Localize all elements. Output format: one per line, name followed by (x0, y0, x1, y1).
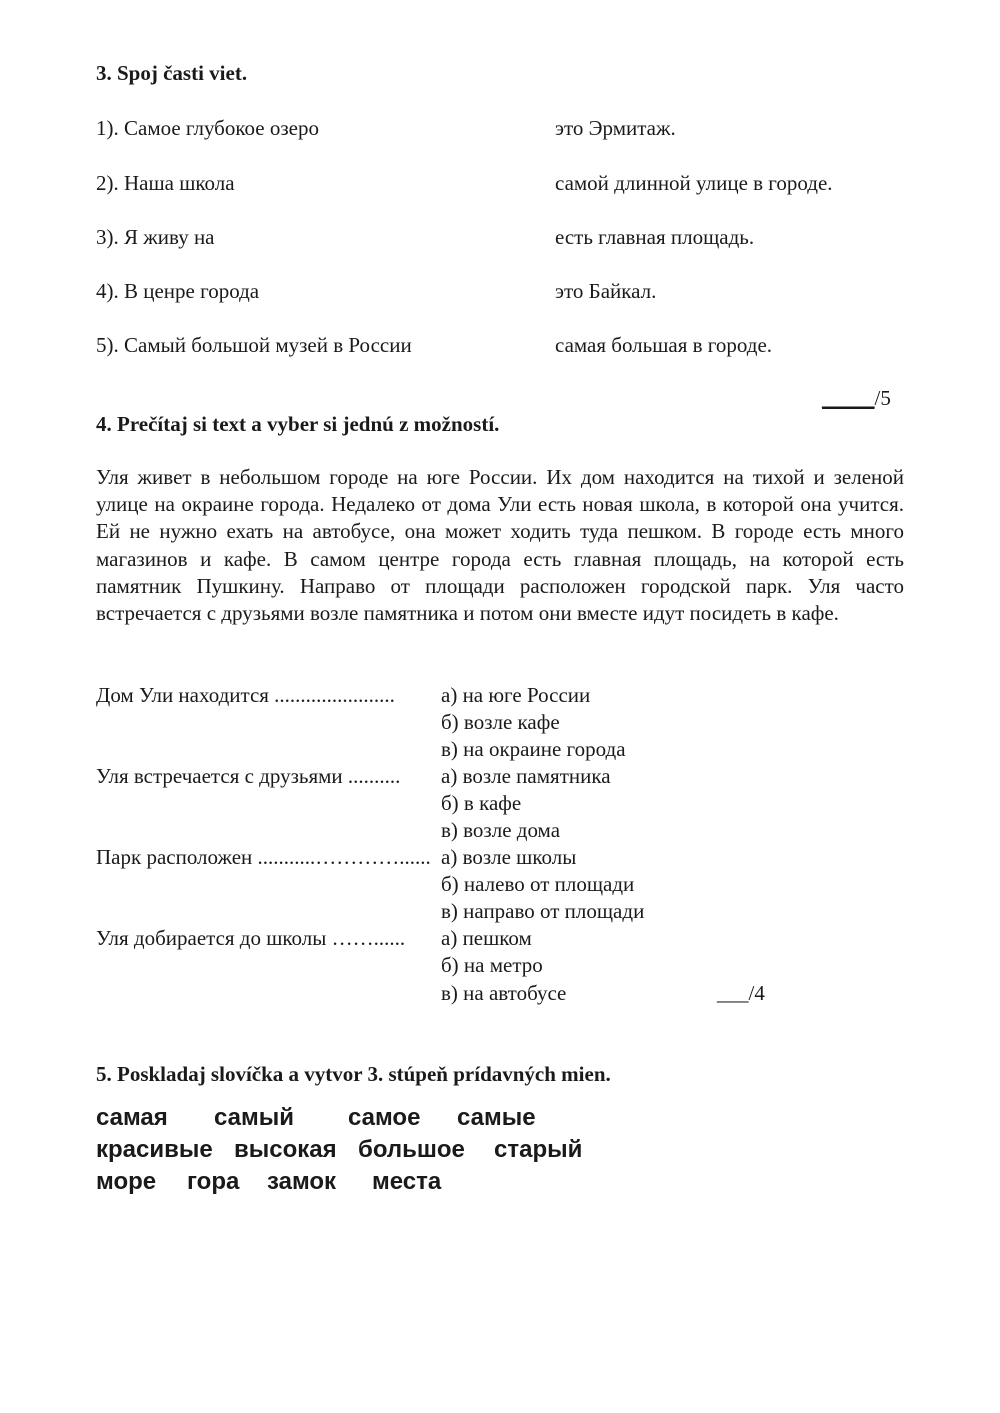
word-tile: море (96, 1168, 157, 1195)
word-tile: большое (358, 1136, 465, 1163)
question-3-option-a: а) возле школы (441, 845, 577, 869)
word-tile: самый (214, 1104, 294, 1131)
question-4-stem: Уля добирается до школы ……...... (96, 926, 406, 950)
question-1-option-a: а) на юге России (441, 683, 591, 707)
reading-text (96, 464, 904, 627)
match-left-5: 5). Самый большой музей в России (96, 333, 412, 357)
exercise-3-title: 3. Spoj časti viet. (96, 61, 248, 85)
exercise-4-title: 4. Prečítaj si text a vyber si jednú z možností. (96, 412, 500, 436)
match-right-5: самая большая в городе. (555, 333, 773, 357)
question-4-option-c: в) на автобусе (441, 981, 567, 1005)
word-tile: старый (494, 1136, 583, 1163)
match-left-1: 1). Самое глубокое озеро (96, 116, 319, 140)
question-1-option-b: б) возле кафе (441, 710, 560, 734)
question-2-option-a: а) возле памятника (441, 764, 611, 788)
word-tile: красивые (96, 1136, 213, 1163)
question-4-option-a: а) пешком (441, 926, 532, 950)
question-3-option-c: в) направо от площади (441, 899, 645, 923)
question-4-option-b: б) на метро (441, 953, 543, 977)
word-tile: замок (267, 1168, 337, 1195)
match-right-4: это Байкал. (555, 279, 657, 303)
reading-paragraph: Уля живет в небольшом городе на юге России. Их дом находится на тихой и зеленой улице на окраине города. Недалеко от дома Ули есть новая школа, в которой она учится. Ей не нужно ехать на автобусе, она может ходить туда пешком. В городе есть много магазинов и кафе. В самом центре города есть главная площадь, на которой есть памятник Пушкину. Направо от площади расположен городской парк. Уля часто встречается с друзьями возле памятника и потом они вместе идут посидеть в кафе. (96, 465, 904, 626)
question-3-stem: Парк расположен ...........…………...... (96, 845, 431, 869)
score-total: /5 (874, 386, 891, 410)
question-2-option-c: в) возле дома (441, 818, 561, 842)
exercise-4-score: ___/4 (717, 981, 765, 1005)
word-tile: места (372, 1168, 442, 1195)
match-left-2: 2). Наша школа (96, 171, 235, 195)
word-tile: самые (457, 1104, 536, 1131)
word-tile: высокая (234, 1136, 337, 1163)
word-tile: гора (187, 1168, 240, 1195)
question-1-stem: Дом Ули находится ....................... (96, 683, 395, 707)
word-tile: самая (96, 1104, 168, 1131)
question-3-option-b: б) налево от площади (441, 872, 635, 896)
match-right-1: это Эрмитаж. (555, 116, 676, 140)
question-2-option-b: б) в кафе (441, 791, 522, 815)
question-2-stem: Уля встречается с друзьями .......... (96, 764, 401, 788)
score-blank: _____ (822, 386, 875, 410)
question-1-option-c: в) на окраине города (441, 737, 626, 761)
exercise-3-score (822, 386, 891, 411)
word-tile: самое (348, 1104, 421, 1131)
match-left-3: 3). Я живу на (96, 225, 215, 249)
match-right-2: самой длинной улице в городе. (555, 171, 833, 195)
match-right-3: есть главная площадь. (555, 225, 755, 249)
exercise-5-title: 5. Poskladaj slovíčka a vytvor 3. stúpeň prídavných mien. (96, 1062, 611, 1086)
match-left-4: 4). В ценре города (96, 279, 260, 303)
